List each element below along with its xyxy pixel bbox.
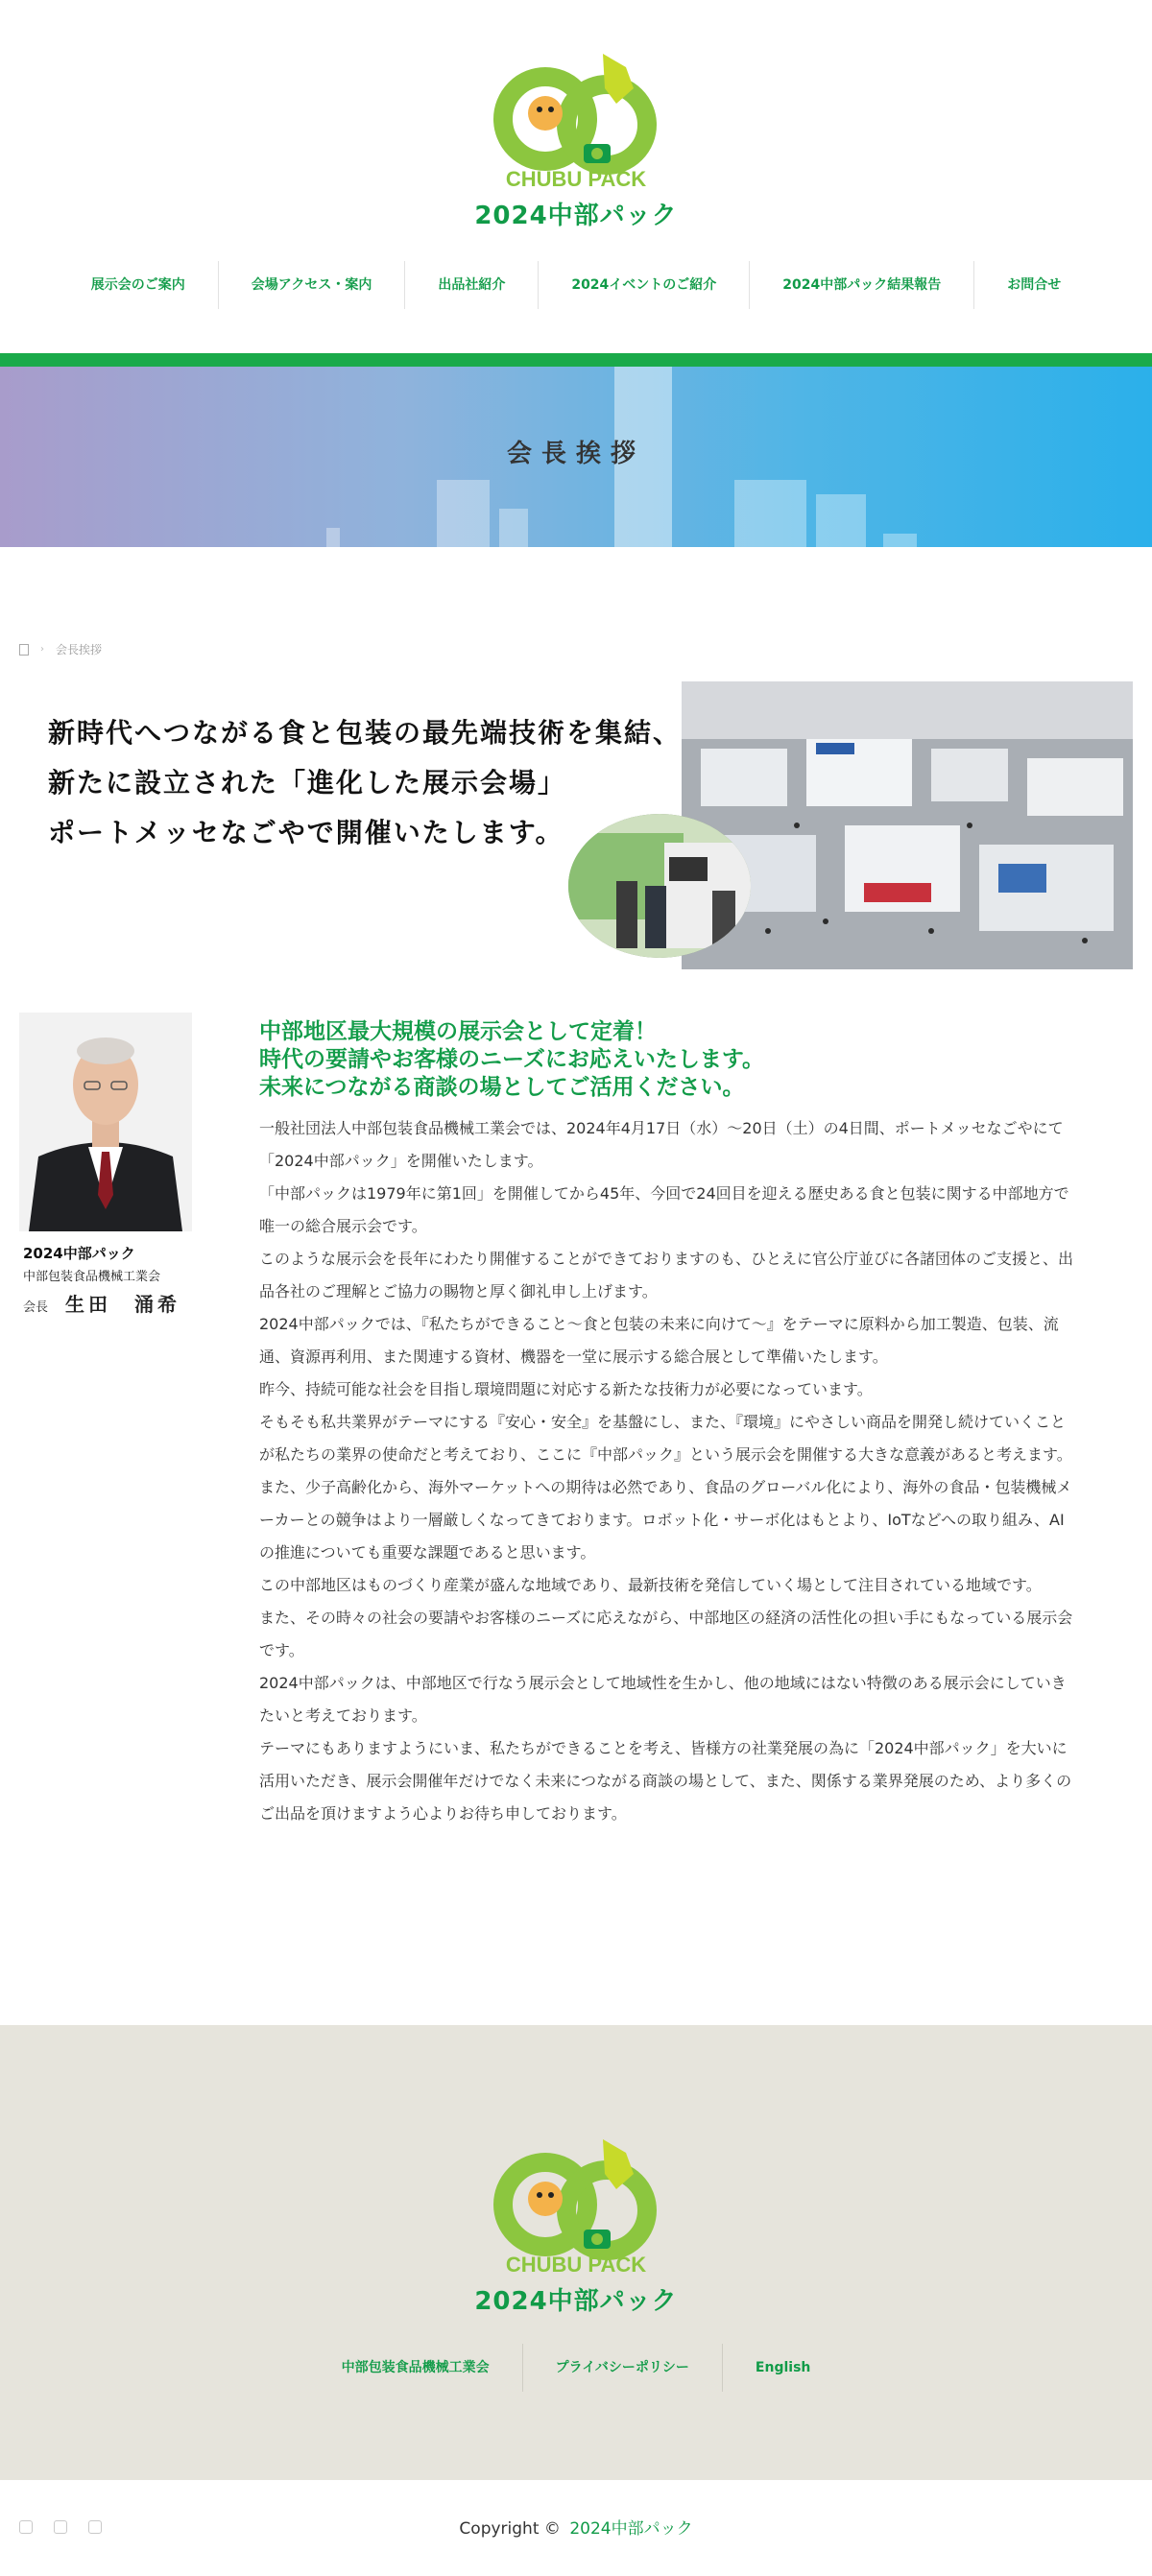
- message-paragraph: この中部地区はものづくり産業が盛んな地域であり、最新技術を発信していく場として注目されている地域です。: [259, 1576, 1042, 1594]
- breadcrumb-current: 会長挨拶: [56, 643, 103, 656]
- copyright: [0, 2515, 1152, 2539]
- lead-section: [0, 681, 1152, 969]
- chevron-right-icon: ›: [40, 644, 44, 655]
- nav-item-exhibitors[interactable]: 出品社紹介: [404, 261, 538, 309]
- header-accent-bar: [0, 353, 1152, 367]
- profile-organization: 中部包装食品機械工業会: [23, 1270, 161, 1284]
- profile-role: 会長: [23, 1300, 49, 1315]
- message-paragraph: 2024中部パックでは、『私たちができること〜食と包装の未来に向けて〜』をテーマに原料から加工製造、包装、流通、資源再利用、また関連する資材、機器を一堂に展示する総合展として準備いたします。: [259, 1315, 1059, 1366]
- profile-role-name: [23, 1289, 180, 1317]
- nav-item-exhibition-info[interactable]: 展示会のご案内: [90, 277, 185, 293]
- footer-link-english[interactable]: English: [722, 2344, 843, 2392]
- message-paragraph: そもそも私共業界がテーマにする『安心・安全』を基盤にし、また、『環境』にやさしい商品を開発し続けていくことが私たちの業界の使命だと考えており、ここに『中部パック』という展示会を開催する大きな意義があると考えます。: [259, 1413, 1072, 1464]
- footer-link-association[interactable]: 中部包装食品機械工業会: [341, 2360, 490, 2375]
- message-paragraph: また、少子高齢化から、海外マーケットへの期待は必然であり、食品のグローバル化により、海外の食品・包装機械メーカーとの競争はより一層厳しくなってきております。ロボット化・サーボ化はもとより、IoTなどへの取り組み、AIの推進についても重要な課題であると思います。: [259, 1478, 1072, 1562]
- nav-item-results[interactable]: 2024中部パック結果報告: [749, 261, 973, 309]
- nav-item-events[interactable]: 2024イベントのご紹介: [538, 261, 749, 309]
- page-title: 会長挨拶: [506, 440, 645, 468]
- nav-item-access[interactable]: 会場アクセス・案内: [218, 261, 405, 309]
- footer-nav: [0, 2344, 1152, 2392]
- lead-line-2: 新たに設立された「進化した展示会場」: [48, 767, 567, 799]
- site-header: [0, 0, 1152, 355]
- copyright-bar: [0, 2480, 1152, 2576]
- message-paragraph: テーマにもありますようにいま、私たちができることを考え、皆様方の社業発展の為に「2024中部パック」を大いに活用いただき、展示会開催年だけでなく未来につながる商談の場として、また、関係する業界発展のため、より多くのご出品を頂けますよう心よりお待ち申しております。: [259, 1739, 1072, 1823]
- chairman-portrait: [19, 1013, 192, 1231]
- svg-text:CHUBU PACK: CHUBU PACK: [505, 167, 647, 191]
- footer-logo[interactable]: [0, 2135, 1152, 2317]
- profile-event: 2024中部パック: [23, 1245, 135, 1262]
- visitors-photo: [568, 814, 751, 958]
- chubu-pack-logo-icon: [490, 50, 662, 192]
- footer-link-privacy[interactable]: プライバシーポリシー: [522, 2344, 722, 2392]
- breadcrumb: [19, 641, 102, 657]
- nav-item-contact[interactable]: お問合せ: [973, 261, 1093, 309]
- message-paragraph: 2024中部パックは、中部地区で行なう展示会として地域性を生かし、他の地域にはない特徴のある展示会にしていきたいと考えております。: [259, 1674, 1067, 1725]
- message-heading-line: 時代の要請やお客様のニーズにお応えいたします。: [259, 1047, 765, 1072]
- exhibition-hall-photo: [682, 681, 1133, 969]
- site-logo[interactable]: [0, 50, 1152, 231]
- lead-line-3: ポートメッセなごやで開催いたします。: [48, 817, 564, 848]
- site-title: 2024中部パック: [474, 202, 678, 230]
- message-heading-line: 中部地区最大規模の展示会として定着！: [259, 1019, 657, 1044]
- copyright-prefix: Copyright ©: [459, 2519, 561, 2539]
- lead-line-1: 新時代へつながる食と包装の最先端技術を集結、: [48, 717, 683, 749]
- profile-name: 生田 涌希: [65, 1293, 181, 1316]
- global-nav: [0, 261, 1152, 309]
- svg-text:CHUBU PACK: CHUBU PACK: [505, 2253, 647, 2277]
- message-heading-line: 未来につながる商談の場としてご活用ください。: [259, 1075, 745, 1100]
- site-footer: [0, 2025, 1152, 2480]
- message-paragraph: 一般社団法人中部包装食品機械工業会では、2024年4月17日（水）〜20日（土）の4日間、ポートメッセなごやにて「2024中部パック」を開催いたします。: [259, 1119, 1064, 1170]
- message-paragraph: 昨今、持続可能な社会を目指し環境問題に対応する新たな技術力が必要になっています。: [259, 1380, 873, 1398]
- message-paragraph: また、その時々の社会の要請やお客様のニーズに応えながら、中部地区の経済の活性化の担い手にもなっている展示会です。: [259, 1609, 1073, 1659]
- copyright-site-link[interactable]: 2024中部パック: [569, 2519, 693, 2539]
- chubu-pack-logo-icon: [490, 2135, 662, 2278]
- footer-site-title: 2024中部パック: [474, 2287, 678, 2316]
- message-body: [259, 1112, 1075, 1830]
- message-heading: [259, 1018, 1123, 1102]
- message-paragraph: このような展示会を長年にわたり開催することができておりますのも、ひとえに官公庁並びに各諸団体のご支援と、出品各社のご理解とご協力の賜物と厚く御礼申し上げます。: [259, 1250, 1074, 1300]
- message-paragraph: 「中部パックは1979年に第1回」を開催してから45年、今回で24回目を迎える歴史ある食と包装に関する中部地方で唯一の総合展示会です。: [259, 1184, 1069, 1235]
- home-icon[interactable]: [19, 644, 29, 656]
- page-hero: [0, 367, 1152, 547]
- lead-text: [48, 708, 682, 858]
